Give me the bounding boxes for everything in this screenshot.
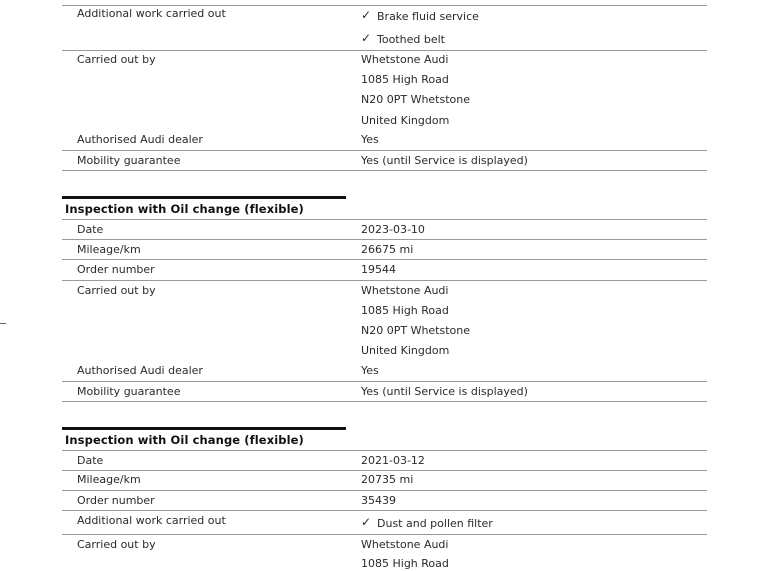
mobility-guarantee-value: Yes (until Service is displayed) xyxy=(361,154,528,167)
address-line: 1085 High Road xyxy=(361,73,449,86)
order-number-value: 35439 xyxy=(361,494,396,507)
mileage-label: Mileage/km xyxy=(77,473,141,486)
order-number-label: Order number xyxy=(77,263,155,276)
date-value: 2023-03-10 xyxy=(361,223,425,236)
divider xyxy=(62,170,707,171)
date-label: Date xyxy=(77,454,104,467)
order-number-label: Order number xyxy=(77,494,155,507)
checkmark-icon: ✓ xyxy=(361,31,372,45)
authorised-dealer-value: Yes xyxy=(361,133,379,146)
address-line: Whetstone Audi xyxy=(361,538,449,551)
address-line: United Kingdom xyxy=(361,114,450,127)
mileage-value: 20735 mi xyxy=(361,473,414,486)
mobility-guarantee-value: Yes (until Service is displayed) xyxy=(361,385,528,398)
divider xyxy=(62,450,707,451)
address-line: United Kingdom xyxy=(361,344,450,357)
additional-work-item: Brake fluid service xyxy=(377,10,479,23)
carried-out-by-label: Carried out by xyxy=(77,284,156,297)
section-rule xyxy=(62,196,346,199)
additional-work-label: Additional work carried out xyxy=(77,514,226,527)
divider xyxy=(62,510,707,511)
mobility-guarantee-label: Mobility guarantee xyxy=(77,385,181,398)
authorised-dealer-value: Yes xyxy=(361,364,379,377)
address-line: 1085 High Road xyxy=(361,304,449,317)
section-rule xyxy=(62,427,346,430)
mileage-label: Mileage/km xyxy=(77,243,141,256)
address-line: N20 0PT Whetstone xyxy=(361,324,471,337)
section-title: Inspection with Oil change (flexible) xyxy=(65,202,304,216)
order-number-value: 19544 xyxy=(361,263,396,276)
divider xyxy=(62,239,707,240)
additional-work-item: Toothed belt xyxy=(377,33,445,46)
mobility-guarantee-label: Mobility guarantee xyxy=(77,154,181,167)
additional-work-item: Dust and pollen filter xyxy=(377,517,493,530)
date-label: Date xyxy=(77,223,104,236)
divider xyxy=(62,5,707,6)
checkmark-icon: ✓ xyxy=(361,8,372,22)
divider xyxy=(62,490,707,491)
margin-mark xyxy=(0,323,6,324)
divider xyxy=(62,470,707,471)
divider xyxy=(62,219,707,220)
address-line: N20 0PT Whetstone xyxy=(361,93,471,106)
address-line: Whetstone Audi xyxy=(361,53,449,66)
carried-out-by-label: Carried out by xyxy=(77,53,156,66)
authorised-dealer-label: Authorised Audi dealer xyxy=(77,364,203,377)
divider xyxy=(62,280,707,281)
divider xyxy=(62,259,707,260)
divider xyxy=(62,150,707,151)
mileage-value: 26675 mi xyxy=(361,243,414,256)
divider xyxy=(62,534,707,535)
address-line: Whetstone Audi xyxy=(361,284,449,297)
divider xyxy=(62,50,707,51)
address-line: 1085 High Road xyxy=(361,557,449,570)
divider xyxy=(62,381,707,382)
checkmark-icon: ✓ xyxy=(361,515,372,529)
divider xyxy=(62,401,707,402)
carried-out-by-label: Carried out by xyxy=(77,538,156,551)
section-title: Inspection with Oil change (flexible) xyxy=(65,433,304,447)
date-value: 2021-03-12 xyxy=(361,454,425,467)
authorised-dealer-label: Authorised Audi dealer xyxy=(77,133,203,146)
additional-work-label: Additional work carried out xyxy=(77,7,226,20)
